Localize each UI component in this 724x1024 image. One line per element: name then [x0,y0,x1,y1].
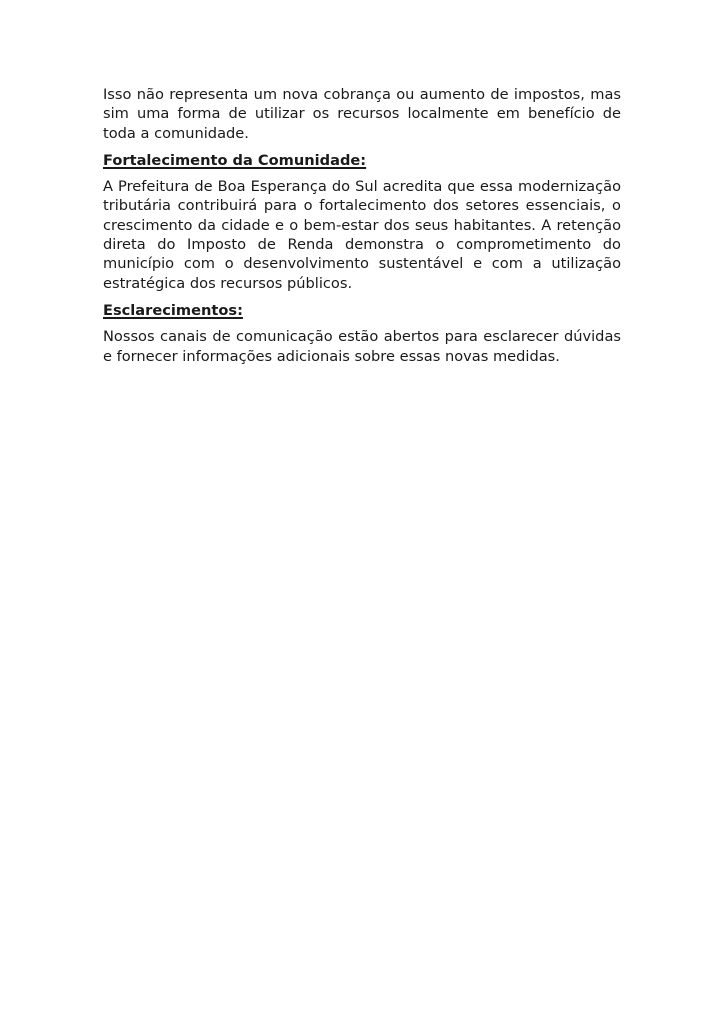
fortalecimento-paragraph: A Prefeitura de Boa Esperança do Sul acredita que essa modernização tributária contribuirá para o fortalecimento dos setores essenciais, o crescimento da cidade e o bem-estar dos seus habitantes. A retenção direta do Imposto de Renda demonstra o comprometimento do município com o desenvolvimento sustentável e com a utilização estratégica dos recursos públicos. [103,178,621,292]
document-body [103,85,621,374]
intro-paragraph: Isso não representa um nova cobrança ou aumento de impostos, mas sim uma forma de utilizar os recursos localmente em benefício de toda a comunidade. [103,86,621,142]
section-heading-fortalecimento: Fortalecimento da Comunidade: [103,151,367,169]
section-heading-esclarecimentos: Esclarecimentos: [103,301,243,319]
esclarecimentos-paragraph: Nossos canais de comunicação estão abertos para esclarecer dúvidas e fornecer informações adicionais sobre essas novas medidas. [103,328,621,365]
